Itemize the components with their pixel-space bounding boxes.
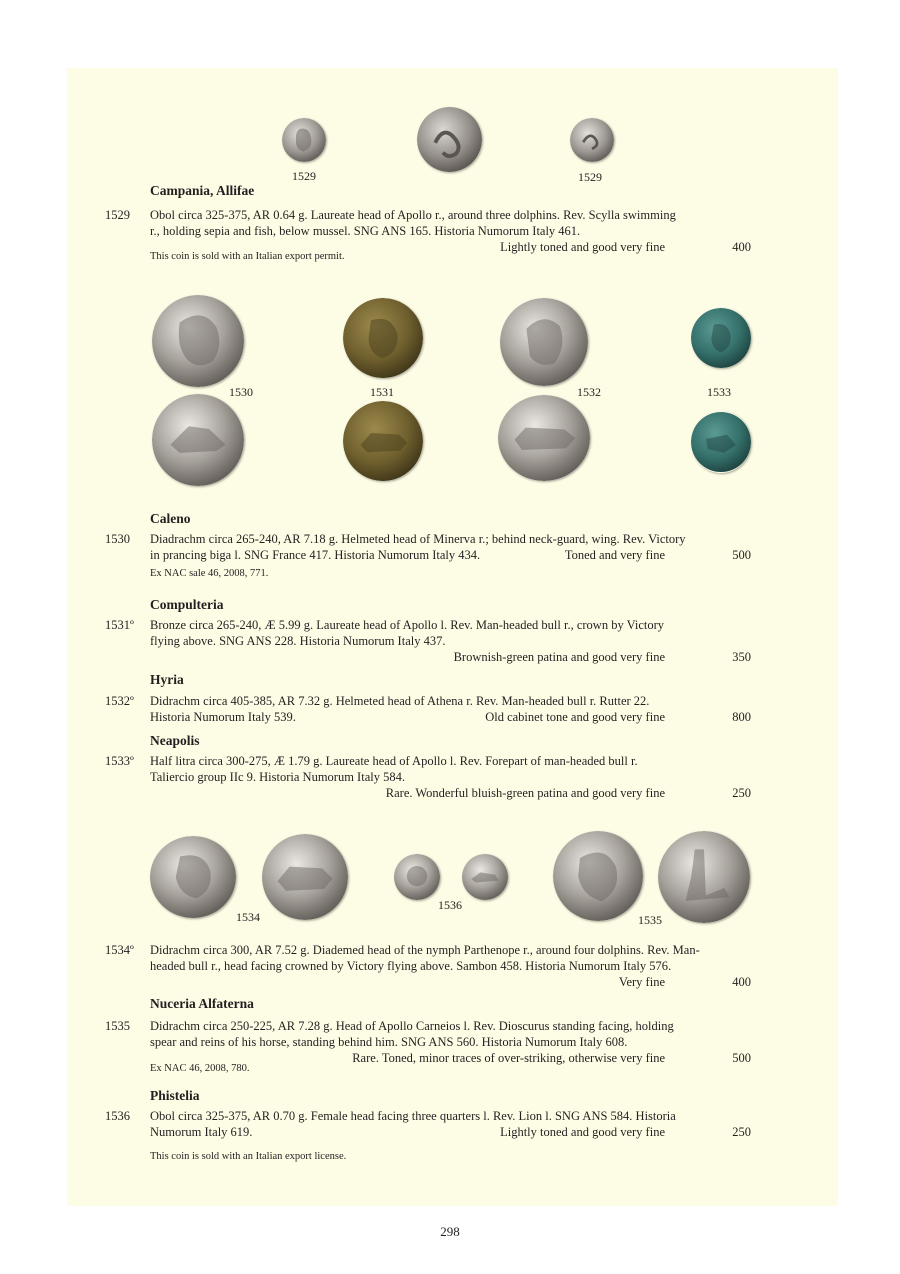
lot-1531-price: 350	[732, 650, 751, 664]
lot-1536-price: 250	[732, 1125, 751, 1139]
section-heading-caleno: Caleno	[150, 511, 191, 526]
lot-1532-line1: Didrachm circa 405-385, AR 7.32 g. Helmeted head of Athena r. Rev. Man-headed bull r. Rutter 22.	[150, 694, 650, 708]
lot-description-1532	[150, 693, 751, 725]
coin-image-1533-reverse	[691, 411, 751, 473]
lot-number-1531: 1531º	[105, 618, 134, 632]
lot-number-1533: 1533º	[105, 754, 134, 768]
lot-1535-condition: Rare. Toned, minor traces of over-striking, otherwise very fine	[352, 1051, 665, 1065]
lot-1531-line1: Bronze circa 265-240, Æ 5.99 g. Laureate head of Apollo l. Rev. Man-headed bull r., crown by Victory	[150, 618, 665, 632]
lot-1530-note: Ex NAC sale 46, 2008, 771.	[150, 568, 269, 579]
coin-image-1532-obverse	[500, 298, 588, 386]
lot-1529-note: This coin is sold with an Italian export permit.	[150, 251, 345, 262]
lot-1533-condition: Rare. Wonderful bluish-green patina and good very fine	[385, 786, 665, 800]
coin-label-1530: 1530	[229, 385, 253, 399]
coin-label-1529b: 1529	[578, 170, 602, 184]
lot-1535-price: 500	[732, 1051, 751, 1065]
lot-1529-condition: Lightly toned and good very fine	[500, 240, 665, 254]
coin-image-1529-reverse	[570, 118, 614, 162]
coin-image-1530-reverse	[152, 394, 244, 486]
lot-1533-line1: Half litra circa 300-275, Æ 1.79 g. Laureate head of Apollo l. Rev. Forepart of man-headed bull r.	[150, 754, 638, 768]
page-number: 298	[440, 1224, 460, 1239]
coin-label-1532: 1532	[577, 385, 601, 399]
lot-1534-line1: Didrachm circa 300, AR 7.52 g. Diademed head of the nymph Parthenope r., around four dolphins. Rev. Man-	[150, 943, 700, 957]
coin-image-1531-reverse	[343, 401, 423, 481]
coin-image-1534-obverse	[150, 836, 236, 918]
lot-number-1536: 1536	[105, 1109, 130, 1123]
lot-1529-line2: r., holding sepia and fish, below mussel. SNG ANS 165. Historia Numorum Italy 461.	[150, 224, 581, 238]
lot-1530-price: 500	[732, 548, 751, 562]
lot-description-1533	[150, 753, 751, 801]
lot-1536-line2: Numorum Italy 619.	[150, 1125, 253, 1139]
coin-image-1529-obverse	[282, 118, 326, 162]
lot-1532-price: 800	[732, 710, 751, 724]
coin-label-1529a: 1529	[292, 169, 316, 183]
coin-image-1530-obverse	[152, 295, 244, 387]
coin-label-1533: 1533	[707, 385, 731, 399]
lot-1536-note: This coin is sold with an Italian export license.	[150, 1151, 347, 1162]
lot-1532-line2: Historia Numorum Italy 539.	[150, 710, 296, 724]
lot-1535-note: Ex NAC 46, 2008, 780.	[150, 1063, 250, 1074]
lot-1530-line1: Diadrachm circa 265-240, AR 7.18 g. Helmeted head of Minerva r.; behind neck-guard, wing. Rev. Victory	[150, 532, 686, 546]
section-heading-nuceria-alfaterna: Nuceria Alfaterna	[150, 996, 254, 1011]
coin-image-1535-reverse	[658, 831, 750, 923]
lot-description-1536	[150, 1108, 751, 1140]
coin-image-1536-obverse	[394, 854, 440, 900]
lot-description-1535	[150, 1018, 751, 1066]
lot-number-1534: 1534º	[105, 943, 134, 957]
lot-number-1532: 1532º	[105, 694, 134, 708]
coin-label-1531: 1531	[370, 385, 394, 399]
lot-1534-condition: Very fine	[618, 975, 665, 989]
lot-description-1534	[150, 942, 751, 990]
lot-1532-condition: Old cabinet tone and good very fine	[485, 710, 665, 724]
lot-1535-line1: Didrachm circa 250-225, AR 7.28 g. Head of Apollo Carneios l. Rev. Dioscurus standing facing, holding	[150, 1019, 674, 1033]
coin-image-1531-obverse	[343, 298, 423, 378]
section-heading-phistelia: Phistelia	[150, 1088, 200, 1103]
lot-1530-condition: Toned and very fine	[564, 548, 665, 562]
lot-description-1529	[150, 207, 751, 255]
coin-image-1536-reverse	[462, 854, 508, 900]
lot-1529-line1: Obol circa 325-375, AR 0.64 g. Laureate head of Apollo r., around three dolphins. Rev. Scylla swimming	[150, 208, 676, 222]
coin-image-1529-reverse-large	[417, 107, 482, 172]
lot-1531-condition: Brownish-green patina and good very fine	[453, 650, 665, 664]
lot-description-1530	[150, 531, 751, 563]
lot-1533-price: 250	[732, 786, 751, 800]
coin-image-1535-obverse	[553, 831, 643, 921]
coin-image-1533-obverse	[691, 308, 751, 368]
lot-1534-price: 400	[732, 975, 751, 989]
lot-number-1530: 1530	[105, 532, 130, 546]
lot-description-1531	[150, 617, 751, 665]
section-heading-allifae: Campania, Allifae	[150, 183, 255, 198]
lot-1535-line2: spear and reins of his horse, standing behind him. SNG ANS 560. Historia Numorum Italy 608.	[150, 1035, 628, 1049]
section-heading-compulteria: Compulteria	[150, 597, 224, 612]
section-heading-neapolis: Neapolis	[150, 733, 200, 748]
section-heading-hyria: Hyria	[150, 672, 184, 687]
lot-1536-line1: Obol circa 325-375, AR 0.70 g. Female head facing three quarters l. Rev. Lion l. SNG ANS 584. Historia	[150, 1109, 676, 1123]
coin-image-1532-reverse	[498, 395, 590, 481]
lot-1536-condition: Lightly toned and good very fine	[500, 1125, 665, 1139]
coin-image-1534-reverse	[262, 834, 348, 920]
lot-1534-line2: headed bull r., head facing crowned by Victory flying above. Sambon 458. Historia Numorum Italy 576.	[150, 959, 672, 973]
lot-number-1529: 1529	[105, 208, 130, 222]
coin-label-1535: 1535	[638, 913, 662, 927]
coin-label-1534: 1534	[236, 910, 260, 924]
lot-1531-line2: flying above. SNG ANS 228. Historia Numorum Italy 437.	[150, 634, 446, 648]
coin-label-1536: 1536	[438, 898, 462, 912]
lot-number-1535: 1535	[105, 1019, 130, 1033]
lot-1530-line2: in prancing biga l. SNG France 417. Historia Numorum Italy 434.	[150, 548, 481, 562]
lot-1529-price: 400	[732, 240, 751, 254]
lot-1533-line2: Taliercio group IIc 9. Historia Numorum Italy 584.	[150, 770, 405, 784]
